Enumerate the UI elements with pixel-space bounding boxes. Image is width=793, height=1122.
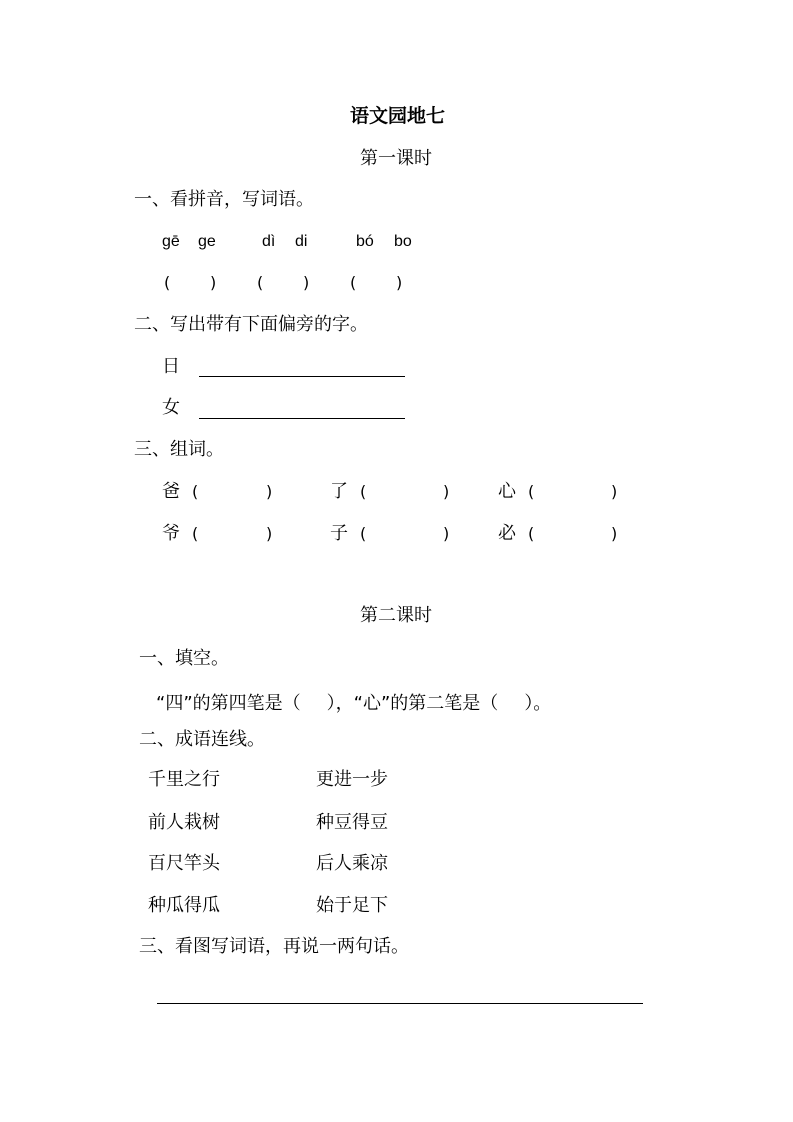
pinyin-2b: di — [295, 233, 308, 250]
paren-close: ) — [611, 524, 618, 543]
answer-blank-3-open: ( — [350, 273, 357, 292]
answer-blank-2-close: ) — [303, 273, 310, 292]
sentence-part-2: ），“心”的第二笔是（ — [326, 693, 499, 714]
idiom-right-4: 始于足下 — [316, 895, 388, 916]
char-bi: 必 — [498, 523, 516, 544]
l2-q3-label: 三、看图写词语，再说一两句话。 — [139, 936, 409, 957]
idiom-left-3: 百尺竿头 — [148, 853, 220, 874]
idiom-left-1: 千里之行 — [148, 769, 220, 790]
l1-q1-label: 一、看拼音，写词语。 — [134, 189, 314, 210]
char-zi: 子 — [330, 523, 348, 544]
pinyin-3a: bó — [356, 233, 374, 250]
l1-q3-label: 三、组词。 — [134, 439, 224, 460]
radical-nv: 女 — [162, 397, 180, 418]
answer-blank-3-close: ) — [396, 273, 403, 292]
l1-q2-label: 二、写出带有下面偏旁的字。 — [134, 314, 368, 335]
idiom-left-4: 种瓜得瓜 — [148, 895, 220, 916]
pinyin-1b: ge — [198, 233, 216, 250]
pinyin-2a: dì — [262, 233, 276, 250]
paren-open: ( — [528, 524, 535, 543]
char-ye: 爷 — [162, 523, 180, 544]
paren-close: ) — [266, 482, 273, 501]
paren-close: ) — [443, 524, 450, 543]
sentence-part-3: ）。 — [524, 693, 552, 714]
answer-line-nv — [199, 418, 405, 419]
answer-blank-1-close: ) — [210, 273, 217, 292]
paren-open: ( — [360, 482, 367, 501]
paren-close: ) — [266, 524, 273, 543]
paren-open: ( — [192, 482, 199, 501]
answer-line-ri — [199, 376, 405, 377]
idiom-right-2: 种豆得豆 — [316, 812, 388, 833]
fill-blank-sentence — [156, 695, 551, 713]
pinyin-1a: gē — [162, 233, 180, 250]
idiom-right-3: 后人乘凉 — [316, 853, 388, 874]
idiom-left-2: 前人栽树 — [148, 812, 220, 833]
lesson2-heading: 第二课时 — [360, 605, 432, 626]
char-ba: 爸 — [162, 481, 180, 502]
sentence-part-1: “四”的第四笔是（ — [156, 693, 301, 714]
lesson1-heading: 第一课时 — [360, 148, 432, 169]
char-le: 了 — [330, 481, 348, 502]
document-title: 语文园地七 — [350, 105, 446, 127]
l2-q1-label: 一、填空。 — [139, 648, 229, 669]
char-xin: 心 — [498, 481, 516, 502]
pinyin-3b: bo — [394, 233, 412, 250]
radical-ri: 日 — [162, 356, 180, 377]
paren-open: ( — [360, 524, 367, 543]
answer-blank-1-open: ( — [164, 273, 171, 292]
paren-open: ( — [192, 524, 199, 543]
l2-q2-label: 二、成语连线。 — [139, 729, 265, 750]
answer-blank-2-open: ( — [257, 273, 264, 292]
answer-line-writing — [157, 1003, 643, 1004]
paren-open: ( — [528, 482, 535, 501]
paren-close: ) — [611, 482, 618, 501]
idiom-right-1: 更进一步 — [316, 769, 388, 790]
paren-close: ) — [443, 482, 450, 501]
